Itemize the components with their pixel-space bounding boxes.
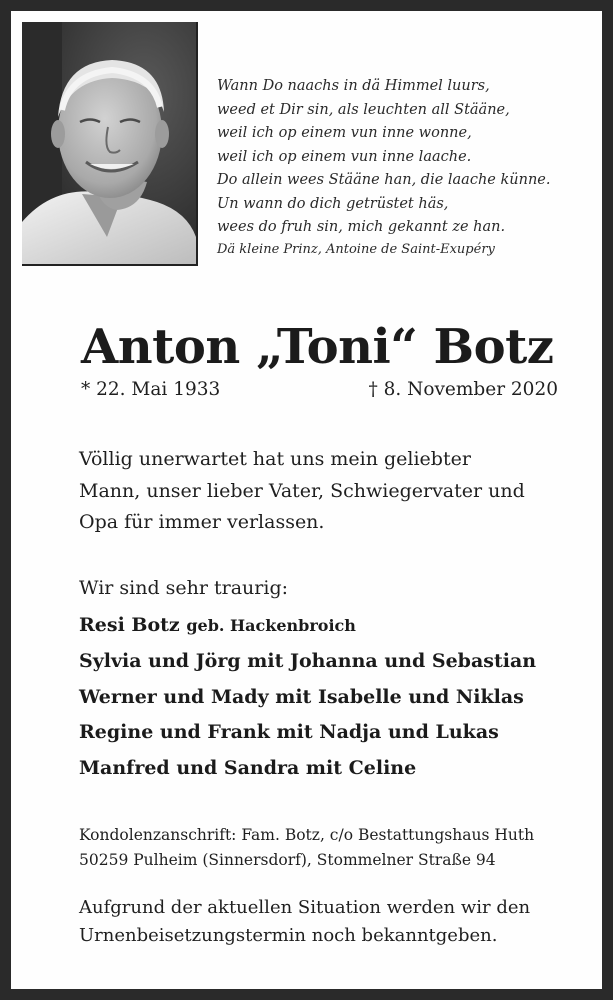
mourner-row: Sylvia und Jörg mit Johanna und Sebastian <box>79 649 537 672</box>
message-line: Mann, unser lieber Vater, Schwiegervater und <box>79 479 525 502</box>
birth-date: * 22. Mai 1933 <box>81 379 221 400</box>
poem-line: Do allein wees Stääne han, die laache künne. <box>217 172 551 188</box>
spouse-maiden-name: geb. Hackenbroich <box>186 616 356 635</box>
poem-line: Un wann do dich getrüstet häs, <box>217 195 449 212</box>
obituary-message <box>79 444 559 539</box>
address-line: Kondolenzanschrift: Fam. Botz, c/o Bestattungshaus Huth <box>79 826 535 844</box>
notice-line: Urnenbeisetzungstermin noch bekanntgeben. <box>79 925 498 946</box>
message-line: Völlig unerwartet hat uns mein geliebter <box>79 448 471 470</box>
message-line: Opa für immer verlassen. <box>79 511 325 533</box>
mourner-row-spouse <box>79 608 579 644</box>
poem-line: Wann Do naachs in dä Himmel luurs, <box>217 78 490 94</box>
poem-credit: Dä kleine Prinz, Antoine de Saint-Exupéry <box>217 241 495 257</box>
poem-line: weil ich op einem vun inne laache. <box>217 148 472 165</box>
address-line: 50259 Pulheim (Sinnersdorf), Stommelner Straße 94 <box>79 851 496 869</box>
mourner-row: Regine und Frank mit Nadja und Lukas <box>79 721 499 744</box>
mourners-list <box>79 608 579 787</box>
mourner-row: Manfred und Sandra mit Celine <box>79 757 417 780</box>
condolence-address <box>79 823 569 873</box>
spouse-name: Resi Botz <box>79 614 180 636</box>
portrait-photo <box>22 22 198 266</box>
poem-block <box>217 75 551 260</box>
poem-line: weil ich op einem vun inne wonne, <box>217 125 472 141</box>
death-date: † 8. November 2020 <box>368 379 558 400</box>
deceased-name: Anton „Toni“ Botz <box>81 319 554 375</box>
poem-line: weed et Dir sin, als leuchten all Stääne, <box>217 101 510 118</box>
burial-notice <box>79 894 569 950</box>
mourners-intro: Wir sind sehr traurig: <box>79 577 289 599</box>
mourner-row: Werner und Mady mit Isabelle und Niklas <box>79 685 524 708</box>
notice-line: Aufgrund der aktuellen Situation werden wir den <box>79 897 531 918</box>
poem-line: wees do fruh sin, mich gekannt ze han. <box>217 219 506 235</box>
